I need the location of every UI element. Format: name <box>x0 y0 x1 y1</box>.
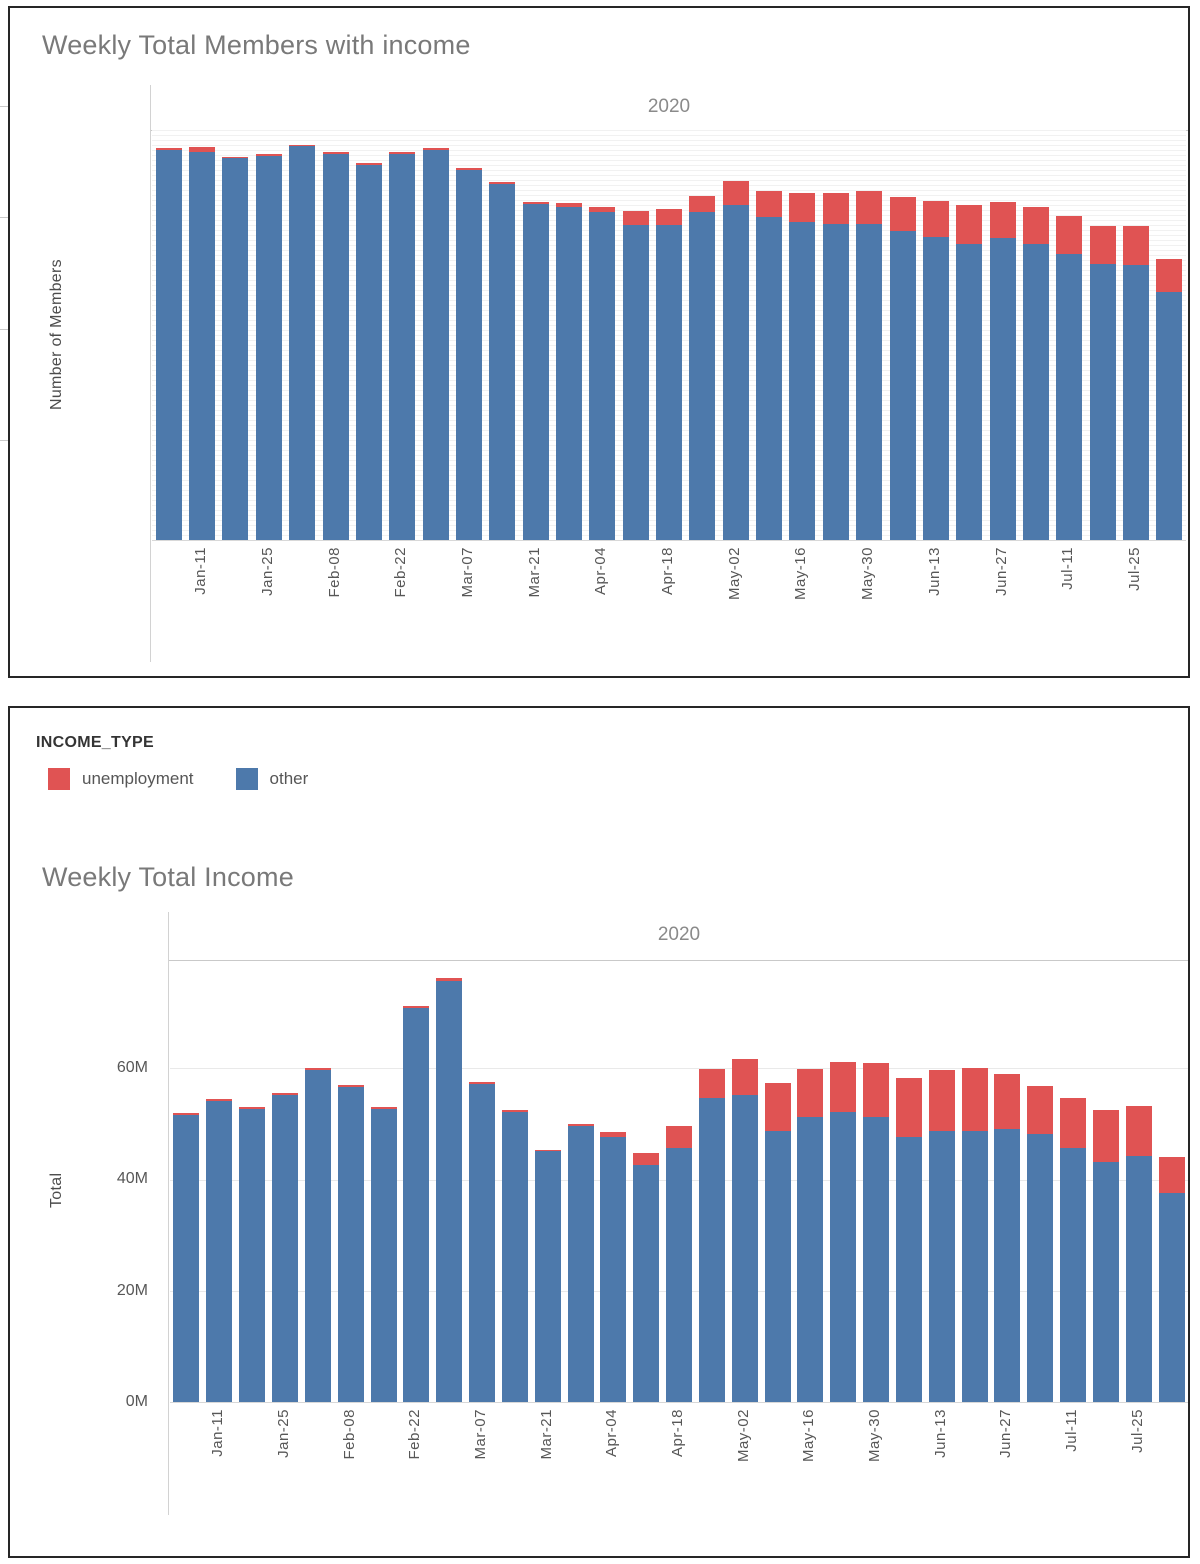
unemployment-color-swatch <box>48 768 70 790</box>
x-tick-label-Jun-13: Jun-13 <box>931 1409 949 1458</box>
bar-segment-other[interactable] <box>423 150 449 540</box>
x-tick-label-Mar-21: Mar-21 <box>537 1409 555 1460</box>
bar-segment-unemployment[interactable] <box>423 148 449 150</box>
x-tick-label-Jan-11: Jan-11 <box>209 1409 227 1457</box>
bar-segment-unemployment[interactable] <box>896 1078 922 1137</box>
bar-segment-unemployment[interactable] <box>699 1069 725 1098</box>
bar-segment-unemployment[interactable] <box>732 1059 758 1095</box>
bar-segment-unemployment[interactable] <box>600 1132 626 1137</box>
x-tick-label-Jan-25: Jan-25 <box>258 547 276 596</box>
bar-segment-other[interactable] <box>890 231 916 540</box>
x-tick-label-Feb-22: Feb-22 <box>392 547 410 598</box>
bar-segment-unemployment[interactable] <box>338 1085 364 1087</box>
bar-segment-other[interactable] <box>1093 1162 1119 1402</box>
income-y-axis-title: Total <box>48 1172 65 1208</box>
legend-item-unemployment[interactable] <box>48 768 194 790</box>
bar-segment-other[interactable] <box>256 156 282 540</box>
bar-segment-unemployment[interactable] <box>289 145 315 147</box>
bar-segment-unemployment[interactable] <box>1023 207 1049 244</box>
x-tick-label-Feb-08: Feb-08 <box>340 1409 358 1460</box>
bar-segment-unemployment[interactable] <box>830 1062 856 1112</box>
x-tick-label-May-16: May-16 <box>800 1409 818 1463</box>
bar-segment-unemployment[interactable] <box>633 1153 659 1165</box>
bar-segment-unemployment[interactable] <box>156 148 182 150</box>
bar-segment-other[interactable] <box>156 150 182 540</box>
x-tick-label-Feb-08: Feb-08 <box>325 547 343 598</box>
income-y-tick-labels <box>82 962 154 1410</box>
x-tick-label-Apr-04: Apr-04 <box>592 547 610 596</box>
x-tick-label-Jul-25: Jul-25 <box>1128 1409 1146 1453</box>
bar-segment-unemployment[interactable] <box>568 1124 594 1126</box>
y-tick-label-60M: 60M <box>116 1058 148 1076</box>
x-tick-label-May-30: May-30 <box>859 547 877 601</box>
bar-segment-unemployment[interactable] <box>173 1113 199 1115</box>
x-tick-label-Jan-25: Jan-25 <box>274 1409 292 1458</box>
bar-segment-unemployment[interactable] <box>789 193 815 222</box>
income-x-axis-labels <box>170 1409 1188 1514</box>
bar-segment-other[interactable] <box>289 146 315 540</box>
bar-segment-other[interactable] <box>929 1131 955 1402</box>
bar-segment-unemployment[interactable] <box>535 1150 561 1151</box>
bar-segment-other[interactable] <box>1056 254 1082 540</box>
x-tick-label-Jul-11: Jul-11 <box>1063 1409 1081 1452</box>
bar-segment-unemployment[interactable] <box>502 1110 528 1112</box>
members-plot-area <box>152 130 1186 541</box>
bar-segment-unemployment[interactable] <box>1093 1110 1119 1163</box>
bar-segment-other[interactable] <box>732 1095 758 1402</box>
bar-segment-other[interactable] <box>923 237 949 540</box>
bar-segment-other[interactable] <box>436 981 462 1403</box>
bar-segment-unemployment[interactable] <box>272 1093 298 1095</box>
bar-segment-other[interactable] <box>797 1117 823 1402</box>
bar-segment-unemployment[interactable] <box>863 1063 889 1117</box>
bar-segment-other[interactable] <box>723 205 749 540</box>
bar-segment-other[interactable] <box>356 165 382 540</box>
income-year-header: 2020 <box>657 924 701 945</box>
y-tick-mark-60M <box>0 106 8 107</box>
legend-label-other: other <box>269 769 309 788</box>
bar-segment-unemployment[interactable] <box>489 182 515 184</box>
bar-segment-other[interactable] <box>689 212 715 540</box>
bar-segment-other[interactable] <box>589 212 615 540</box>
bar-segment-other[interactable] <box>502 1112 528 1402</box>
bar-segment-unemployment[interactable] <box>256 154 282 156</box>
x-tick-label-Mar-07: Mar-07 <box>458 547 476 598</box>
x-tick-label-May-16: May-16 <box>792 547 810 601</box>
bar-segment-unemployment[interactable] <box>305 1068 331 1070</box>
bar-segment-unemployment[interactable] <box>206 1099 232 1101</box>
bar-segment-unemployment[interactable] <box>1060 1098 1086 1148</box>
bar-segment-unemployment[interactable] <box>523 202 549 204</box>
x-tick-label-May-02: May-02 <box>734 1409 752 1463</box>
bar-segment-other[interactable] <box>535 1151 561 1402</box>
bar-segment-unemployment[interactable] <box>856 191 882 224</box>
bar-segment-other[interactable] <box>863 1117 889 1402</box>
bar-segment-other[interactable] <box>600 1137 626 1402</box>
bar-segment-other[interactable] <box>1027 1134 1053 1402</box>
income-chart-title: Weekly Total Income <box>42 862 294 892</box>
x-tick-label-Jul-11: Jul-11 <box>1059 547 1077 590</box>
bar-segment-unemployment[interactable] <box>623 211 649 225</box>
bar-segment-unemployment[interactable] <box>956 205 982 243</box>
bar-segment-unemployment[interactable] <box>403 1006 429 1008</box>
bar-segment-unemployment[interactable] <box>994 1074 1020 1128</box>
bar-segment-unemployment[interactable] <box>962 1068 988 1131</box>
bar-segment-unemployment[interactable] <box>1090 226 1116 264</box>
bar-segment-other[interactable] <box>305 1070 331 1402</box>
members-x-axis-labels <box>152 547 1186 652</box>
income-y-axis-line <box>168 912 169 1515</box>
bar-segment-other[interactable] <box>323 154 349 540</box>
members-year-header: 2020 <box>647 96 691 117</box>
bar-segment-other[interactable] <box>962 1131 988 1402</box>
bar-segment-unemployment[interactable] <box>436 978 462 980</box>
bar-segment-other[interactable] <box>403 1008 429 1402</box>
bar-segment-other[interactable] <box>633 1165 659 1402</box>
x-tick-label-Jun-13: Jun-13 <box>925 547 943 596</box>
bar-segment-unemployment[interactable] <box>765 1083 791 1132</box>
bar-segment-unemployment[interactable] <box>689 196 715 212</box>
bar-segment-unemployment[interactable] <box>371 1107 397 1109</box>
bar-segment-other[interactable] <box>189 152 215 540</box>
bar-segment-other[interactable] <box>523 204 549 540</box>
bar-segment-other[interactable] <box>956 244 982 540</box>
bar-segment-other[interactable] <box>765 1131 791 1402</box>
bar-segment-unemployment[interactable] <box>323 152 349 154</box>
bar-segment-other[interactable] <box>272 1095 298 1402</box>
bar-segment-unemployment[interactable] <box>189 147 215 152</box>
bar-segment-unemployment[interactable] <box>589 207 615 211</box>
legend-label-unemployment: unemployment <box>82 769 194 788</box>
bar-segment-unemployment[interactable] <box>823 193 849 224</box>
x-tick-label-May-30: May-30 <box>866 1409 883 1463</box>
bar-segment-unemployment[interactable] <box>890 197 916 231</box>
x-tick-label-Apr-18: Apr-18 <box>659 547 676 596</box>
bar-segment-other[interactable] <box>756 217 782 540</box>
other-color-swatch <box>236 768 258 790</box>
bar-segment-other[interactable] <box>994 1129 1020 1403</box>
bar-segment-unemployment[interactable] <box>469 1082 495 1084</box>
members-y-axis-title: Number of Members <box>48 259 65 411</box>
y-tick-mark-40M <box>0 217 8 218</box>
bar-segment-other[interactable] <box>1023 244 1049 540</box>
members-y-axis-line <box>150 85 151 662</box>
bar-segment-other[interactable] <box>789 222 815 540</box>
x-tick-label-Mar-07: Mar-07 <box>472 1409 489 1460</box>
bar-segment-unemployment[interactable] <box>356 163 382 165</box>
bar-segment-unemployment[interactable] <box>389 152 415 154</box>
x-tick-label-Jan-11: Jan-11 <box>192 547 209 595</box>
bar-segment-other[interactable] <box>1126 1156 1152 1402</box>
legend-title: INCOME_TYPE <box>36 734 154 751</box>
bar-segment-other[interactable] <box>371 1109 397 1402</box>
bar-segment-other[interactable] <box>556 207 582 541</box>
bar-segment-other[interactable] <box>666 1148 692 1402</box>
bar-segment-unemployment[interactable] <box>656 209 682 224</box>
bar-segment-other[interactable] <box>990 238 1016 540</box>
bar-segment-other[interactable] <box>456 170 482 540</box>
legend-item-other[interactable] <box>236 768 309 790</box>
bar-segment-other[interactable] <box>830 1112 856 1402</box>
x-tick-label-Jun-27: Jun-27 <box>997 1409 1015 1458</box>
y-tick-label-40M: 40M <box>116 1170 148 1188</box>
y-tick-mark-0M <box>0 440 8 441</box>
x-tick-label-Jun-27: Jun-27 <box>992 547 1010 596</box>
bar-segment-other[interactable] <box>173 1115 199 1403</box>
members-chart-title: Weekly Total Members with income <box>42 30 471 60</box>
bar-segment-unemployment[interactable] <box>923 201 949 237</box>
x-tick-label-May-02: May-02 <box>725 547 743 601</box>
bar-segment-other[interactable] <box>656 225 682 540</box>
bar-segment-other[interactable] <box>338 1087 364 1402</box>
bar-segment-other[interactable] <box>856 224 882 540</box>
bar-segment-unemployment[interactable] <box>1126 1106 1152 1156</box>
bar-segment-unemployment[interactable] <box>1056 216 1082 254</box>
bar-segment-unemployment[interactable] <box>756 191 782 217</box>
income-y-tick-marks <box>0 0 8 440</box>
bar-segment-unemployment[interactable] <box>239 1107 265 1109</box>
income-type-legend <box>36 734 309 788</box>
bar-segment-unemployment[interactable] <box>456 168 482 170</box>
bar-segment-unemployment[interactable] <box>556 203 582 206</box>
x-tick-label-Apr-18: Apr-18 <box>669 1409 686 1458</box>
bar-segment-other[interactable] <box>1159 1193 1185 1402</box>
x-tick-label-Jul-25: Jul-25 <box>1126 547 1143 591</box>
bar-segment-unemployment[interactable] <box>929 1070 955 1131</box>
bar-segment-other[interactable] <box>699 1098 725 1402</box>
bar-segment-unemployment[interactable] <box>990 202 1016 238</box>
bar-segment-other[interactable] <box>389 154 415 540</box>
bar-segment-unemployment[interactable] <box>723 181 749 205</box>
bar-segment-other[interactable] <box>489 184 515 541</box>
bar-segment-other[interactable] <box>1090 264 1116 540</box>
bar-segment-unemployment[interactable] <box>666 1126 692 1148</box>
income-plot-area <box>170 962 1188 1403</box>
bar-segment-other[interactable] <box>206 1101 232 1402</box>
bar-segment-other[interactable] <box>823 224 849 540</box>
bar-segment-other[interactable] <box>222 158 248 540</box>
bar-segment-other[interactable] <box>1123 265 1149 540</box>
bar-segment-other[interactable] <box>1156 292 1182 540</box>
bar-segment-other[interactable] <box>1060 1148 1086 1402</box>
bar-segment-unemployment[interactable] <box>1156 259 1182 293</box>
bar-segment-unemployment[interactable] <box>1123 226 1149 264</box>
bar-segment-unemployment[interactable] <box>1027 1086 1053 1135</box>
x-tick-label-Mar-21: Mar-21 <box>525 547 543 598</box>
bar-segment-other[interactable] <box>239 1109 265 1402</box>
y-tick-mark-20M <box>0 329 8 330</box>
bar-segment-other[interactable] <box>568 1126 594 1402</box>
income-header-separator <box>168 960 1188 961</box>
y-tick-label-0M: 0M <box>125 1393 148 1410</box>
bar-segment-other[interactable] <box>623 225 649 540</box>
x-tick-label-Apr-04: Apr-04 <box>603 1409 621 1458</box>
x-tick-label-Feb-22: Feb-22 <box>406 1409 424 1460</box>
legend-items <box>48 768 350 790</box>
y-tick-label-20M: 20M <box>116 1281 148 1299</box>
bar-segment-other[interactable] <box>896 1137 922 1402</box>
bar-segment-other[interactable] <box>469 1084 495 1402</box>
bar-segment-unemployment[interactable] <box>222 157 248 159</box>
bar-segment-unemployment[interactable] <box>797 1069 823 1118</box>
bar-segment-unemployment[interactable] <box>1159 1157 1185 1193</box>
